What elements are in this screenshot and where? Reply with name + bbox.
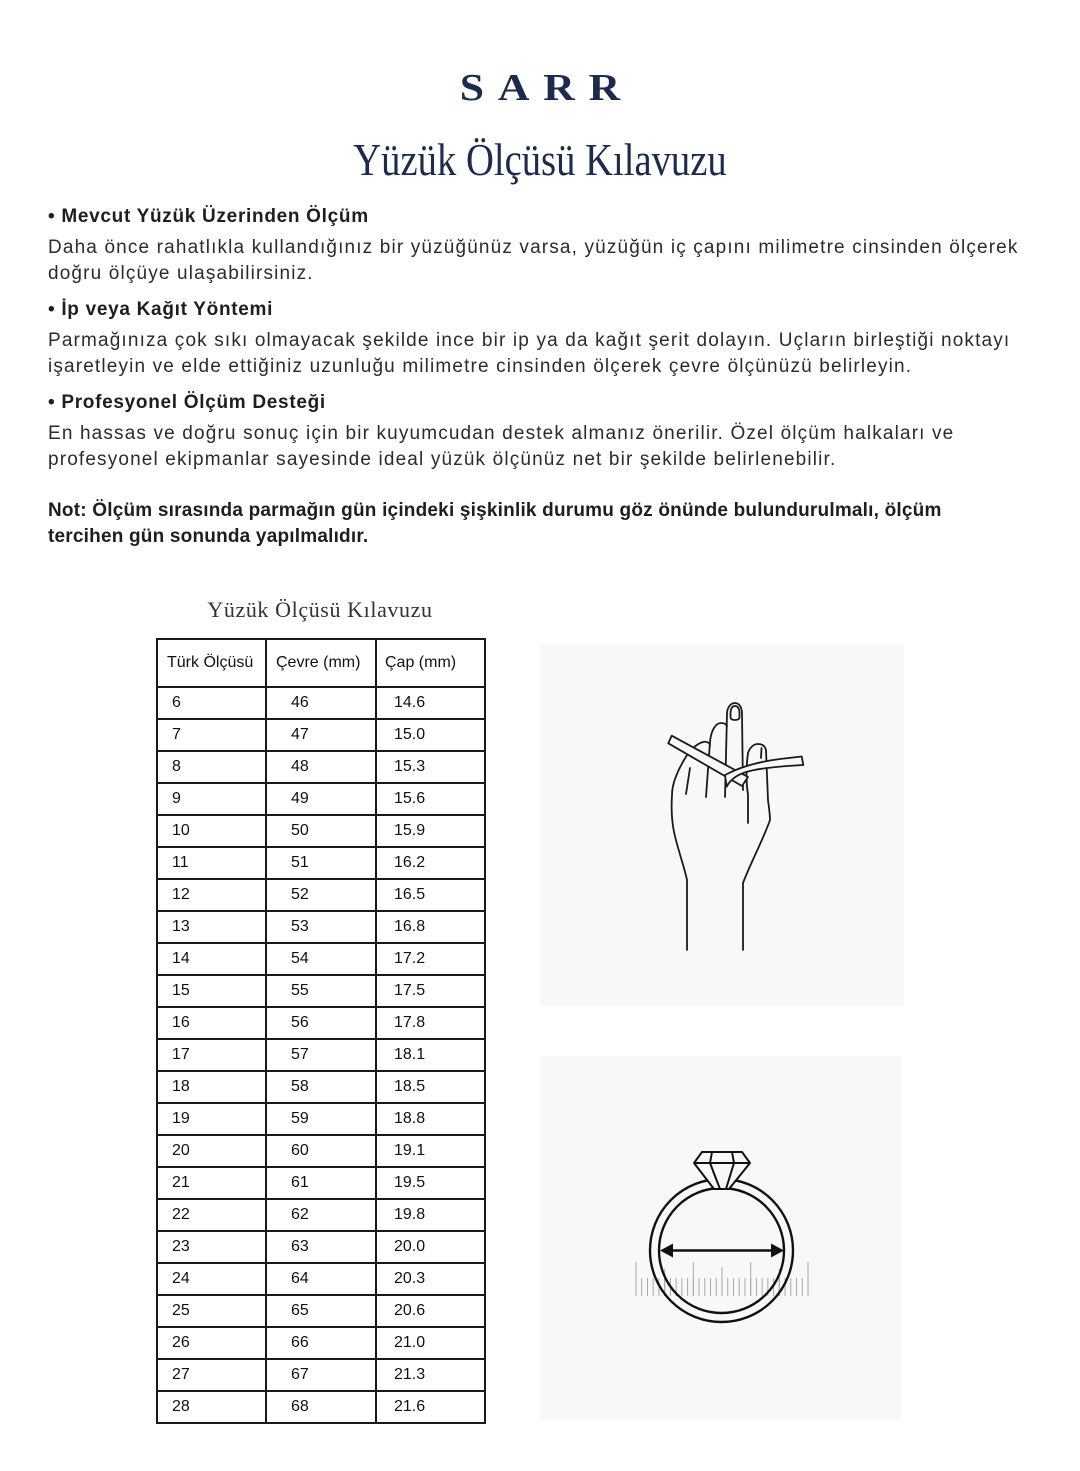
- cell-circumference: 46: [266, 687, 376, 719]
- table-row: [157, 975, 485, 1007]
- measurement-note: [48, 498, 1048, 550]
- cell-size: 8: [157, 751, 266, 783]
- table-row: [157, 1039, 485, 1071]
- cell-size: 22: [157, 1199, 266, 1231]
- section-text-line: En hassas ve doğru sonuç için bir kuyumcudan destek almanız önerilir. Özel ölçüm halkaları ve: [48, 423, 955, 444]
- table-row: [157, 911, 485, 943]
- cell-circumference: 49: [266, 783, 376, 815]
- cell-size: 7: [157, 719, 266, 751]
- table-row: [157, 879, 485, 911]
- cell-circumference: 58: [266, 1071, 376, 1103]
- cell-circumference: 61: [266, 1167, 376, 1199]
- cell-diameter: 20.0: [376, 1231, 485, 1263]
- cell-size: 28: [157, 1391, 266, 1423]
- table-row: [157, 815, 485, 847]
- section-string-paper-method: [48, 297, 1048, 380]
- table-row: [157, 1263, 485, 1295]
- cell-diameter: 17.8: [376, 1007, 485, 1039]
- cell-diameter: 15.9: [376, 815, 485, 847]
- cell-circumference: 51: [266, 847, 376, 879]
- cell-diameter: 21.0: [376, 1327, 485, 1359]
- section-text-line: profesyonel ekipmanlar sayesinde ideal yüzük ölçünüz net bir şekilde belirlenebilir.: [48, 449, 837, 470]
- cell-diameter: 21.3: [376, 1359, 485, 1391]
- cell-circumference: 56: [266, 1007, 376, 1039]
- cell-diameter: 16.8: [376, 911, 485, 943]
- brand-logo: SARR: [459, 67, 634, 109]
- section-heading: • İp veya Kağıt Yöntemi: [48, 299, 274, 320]
- table-row: [157, 719, 485, 751]
- table-row: [157, 1327, 485, 1359]
- cell-circumference: 53: [266, 911, 376, 943]
- cell-circumference: 50: [266, 815, 376, 847]
- section-heading: • Profesyonel Ölçüm Desteği: [48, 392, 326, 413]
- cell-size: 9: [157, 783, 266, 815]
- cell-size: 12: [157, 879, 266, 911]
- cell-size: 20: [157, 1135, 266, 1167]
- cell-circumference: 64: [266, 1263, 376, 1295]
- cell-size: 17: [157, 1039, 266, 1071]
- cell-diameter: 20.6: [376, 1295, 485, 1327]
- cell-circumference: 59: [266, 1103, 376, 1135]
- cell-diameter: 21.6: [376, 1391, 485, 1423]
- cell-size: 10: [157, 815, 266, 847]
- cell-size: 16: [157, 1007, 266, 1039]
- cell-diameter: 16.2: [376, 847, 485, 879]
- cell-diameter: 19.1: [376, 1135, 485, 1167]
- ring-diameter-ruler-icon: [540, 1056, 902, 1420]
- cell-size: 6: [157, 687, 266, 719]
- cell-diameter: 14.6: [376, 687, 485, 719]
- cell-diameter: 15.3: [376, 751, 485, 783]
- cell-circumference: 48: [266, 751, 376, 783]
- diameter-arrow-icon: [660, 1244, 784, 1258]
- cell-circumference: 60: [266, 1135, 376, 1167]
- cell-diameter: 20.3: [376, 1263, 485, 1295]
- cell-diameter: 15.0: [376, 719, 485, 751]
- table-header-row: [157, 639, 485, 687]
- cell-circumference: 65: [266, 1295, 376, 1327]
- cell-circumference: 52: [266, 879, 376, 911]
- table-row: [157, 847, 485, 879]
- cell-diameter: 16.5: [376, 879, 485, 911]
- table-row: [157, 687, 485, 719]
- cell-circumference: 57: [266, 1039, 376, 1071]
- cell-circumference: 67: [266, 1359, 376, 1391]
- ring-size-table: [156, 638, 486, 1424]
- section-existing-ring: [48, 204, 1048, 287]
- column-header-diameter: Çap (mm): [376, 639, 485, 687]
- cell-size: 19: [157, 1103, 266, 1135]
- cell-diameter: 18.8: [376, 1103, 485, 1135]
- cell-size: 11: [157, 847, 266, 879]
- section-professional-support: [48, 390, 1048, 473]
- section-text-line: Parmağınıza çok sıkı olmayacak şekilde ince bir ip ya da kağıt şerit dolayın. Uçların birleştiği noktayı: [48, 330, 1011, 351]
- measurement-instructions: [48, 204, 1048, 550]
- cell-size: 15: [157, 975, 266, 1007]
- cell-size: 13: [157, 911, 266, 943]
- cell-circumference: 47: [266, 719, 376, 751]
- table-row: [157, 1167, 485, 1199]
- cell-circumference: 55: [266, 975, 376, 1007]
- table-row: [157, 1199, 485, 1231]
- table-row: [157, 1135, 485, 1167]
- hand-measurement-illustration: [540, 644, 904, 1006]
- table-row: [157, 1007, 485, 1039]
- cell-size: 14: [157, 943, 266, 975]
- table-row: [157, 751, 485, 783]
- cell-diameter: 17.2: [376, 943, 485, 975]
- hand-with-paper-strip-icon: [540, 644, 904, 1006]
- note-text-line: tercihen gün sonunda yapılmalıdır.: [48, 526, 369, 547]
- table-row: [157, 1391, 485, 1423]
- section-text-line: doğru ölçüye ulaşabilirsiniz.: [48, 263, 314, 284]
- page-title: Yüzük Ölçüsü Kılavuzu: [353, 134, 727, 185]
- table-row: [157, 1103, 485, 1135]
- section-text-line: işaretleyin ve elde ettiğiniz uzunluğu milimetre cinsinden ölçerek çevre ölçünüzü belirleyin.: [48, 356, 913, 377]
- column-header-turkish-size: Türk Ölçüsü: [157, 639, 266, 687]
- cell-size: 25: [157, 1295, 266, 1327]
- section-text-line: Daha önce rahatlıkla kullandığınız bir yüzüğünüz varsa, yüzüğün iç çapını milimetre cinsinden ölçerek: [48, 237, 1019, 258]
- table-row: [157, 1231, 485, 1263]
- cell-diameter: 17.5: [376, 975, 485, 1007]
- cell-circumference: 66: [266, 1327, 376, 1359]
- section-heading: • Mevcut Yüzük Üzerinden Ölçüm: [48, 206, 369, 227]
- cell-size: 26: [157, 1327, 266, 1359]
- table-row: [157, 783, 485, 815]
- cell-size: 18: [157, 1071, 266, 1103]
- cell-circumference: 63: [266, 1231, 376, 1263]
- cell-size: 27: [157, 1359, 266, 1391]
- note-text-line: Not: Ölçüm sırasında parmağın gün içindeki şişkinlik durumu göz önünde bulundurulmalı, ölçüm: [48, 500, 942, 521]
- column-header-circumference: Çevre (mm): [266, 639, 376, 687]
- ring-diameter-illustration: [540, 1056, 902, 1420]
- cell-circumference: 54: [266, 943, 376, 975]
- table-row: [157, 1359, 485, 1391]
- cell-circumference: 62: [266, 1199, 376, 1231]
- cell-size: 24: [157, 1263, 266, 1295]
- size-table-title: Yüzük Ölçüsü Kılavuzu: [207, 597, 433, 622]
- cell-diameter: 18.1: [376, 1039, 485, 1071]
- cell-circumference: 68: [266, 1391, 376, 1423]
- table-row: [157, 1071, 485, 1103]
- table-row: [157, 943, 485, 975]
- cell-size: 21: [157, 1167, 266, 1199]
- cell-diameter: 15.6: [376, 783, 485, 815]
- cell-diameter: 19.8: [376, 1199, 485, 1231]
- cell-diameter: 18.5: [376, 1071, 485, 1103]
- table-row: [157, 1295, 485, 1327]
- cell-diameter: 19.5: [376, 1167, 485, 1199]
- diamond-icon: [694, 1152, 750, 1189]
- cell-size: 23: [157, 1231, 266, 1263]
